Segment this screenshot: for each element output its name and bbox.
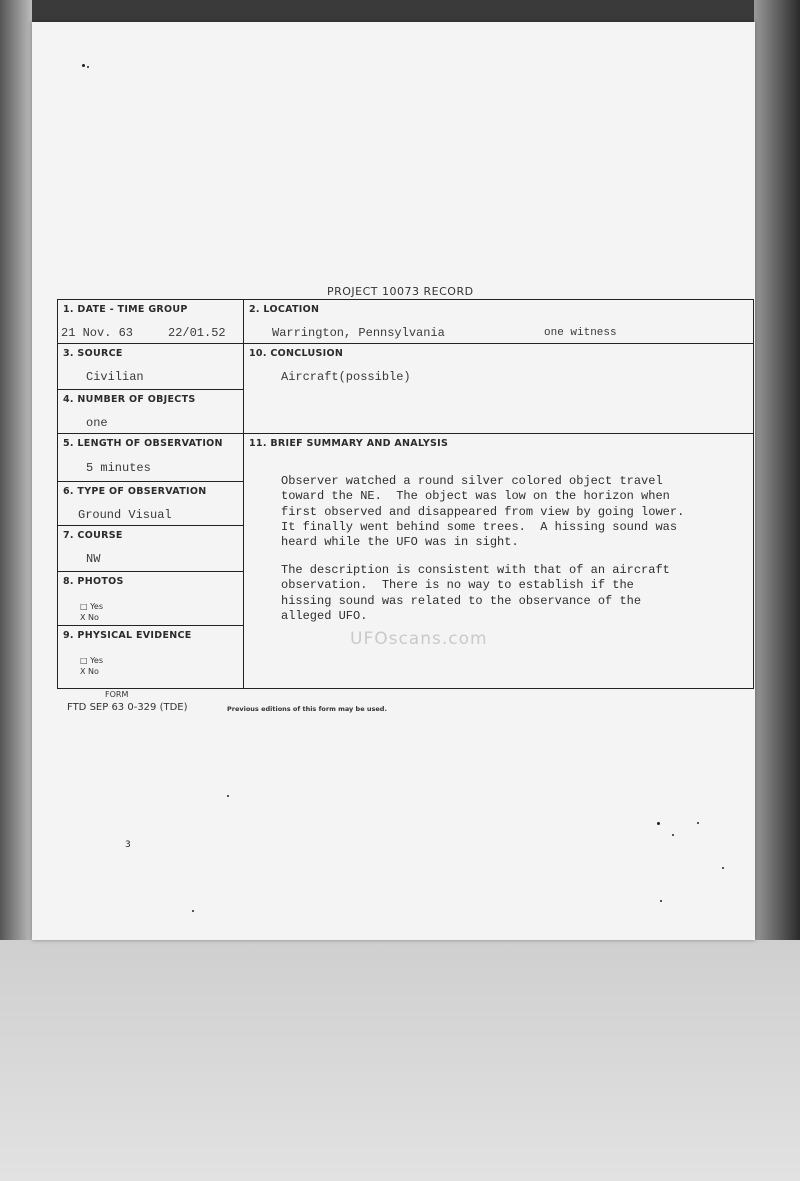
footer-note: Previous editions of this form may be used.: [227, 705, 387, 713]
speck: [657, 822, 660, 825]
date-time-cell: [58, 300, 244, 344]
length-value: 5 minutes: [86, 461, 151, 475]
physical-evidence-label: 9. PHYSICAL EVIDENCE: [63, 630, 192, 641]
number-of-objects-value: one: [86, 416, 108, 430]
page-mark: 3: [125, 840, 131, 850]
evidence-no-label: No: [88, 667, 99, 676]
photos-no-mark: X: [80, 613, 86, 622]
speck: [82, 64, 85, 67]
scan-background: [0, 940, 800, 1181]
type-label: 6. TYPE OF OBSERVATION: [63, 486, 207, 497]
time-value: 22/01.52: [168, 326, 226, 340]
photos-label: 8. PHOTOS: [63, 576, 124, 587]
summary-cell: [244, 434, 753, 688]
speck: [660, 900, 662, 902]
film-right-edge: [754, 0, 800, 960]
type-cell: [58, 482, 244, 526]
location-cell: [244, 300, 753, 344]
evidence-no-mark: X: [80, 667, 86, 676]
speck: [672, 834, 674, 836]
footer-form-word: FORM: [105, 690, 129, 699]
date-value: 21 Nov. 63: [61, 326, 134, 340]
photos-no-checkbox: [80, 613, 99, 622]
number-of-objects-label: 4. NUMBER OF OBJECTS: [63, 394, 196, 405]
speck: [192, 910, 194, 912]
length-label: 5. LENGTH OF OBSERVATION: [63, 438, 223, 449]
location-note: one witness: [544, 327, 617, 339]
summary-paragraph-1: Observer watched a round silver colored object travel toward the NE. The object was low on the horizon when first observed and disappeared from view by going lower. It finally went behind some trees. A hissing sound was heard while the UFO was in sight.: [281, 474, 685, 550]
type-value: Ground Visual: [78, 508, 172, 522]
summary-label: 11. BRIEF SUMMARY AND ANALYSIS: [249, 438, 449, 449]
source-cell: [58, 344, 244, 390]
form-title: PROJECT 10073 RECORD: [327, 285, 474, 298]
speck: [227, 795, 229, 797]
course-label: 7. COURSE: [63, 530, 123, 541]
evidence-no-checkbox: [80, 667, 99, 676]
location-label: 2. LOCATION: [249, 304, 320, 315]
record-sheet: [32, 22, 755, 940]
location-value: Warrington, Pennsylvania: [272, 326, 445, 340]
evidence-yes-label: Yes: [90, 656, 104, 665]
film-top-edge: [0, 0, 800, 22]
watermark: UFOscans.com: [350, 629, 488, 649]
conclusion-cell: [244, 344, 753, 434]
source-value: Civilian: [86, 370, 144, 384]
physical-evidence-cell: [58, 626, 244, 688]
source-label: 3. SOURCE: [63, 348, 123, 359]
length-cell: [58, 434, 244, 482]
speck: [87, 66, 89, 68]
speck: [697, 822, 699, 824]
film-left-edge: [0, 0, 32, 960]
course-value: NW: [86, 552, 101, 566]
photos-cell: [58, 572, 244, 626]
conclusion-label: 10. CONCLUSION: [249, 348, 344, 359]
footer-form-number: FTD SEP 63 0-329 (TDE): [67, 702, 188, 713]
number-of-objects-cell: [58, 390, 244, 434]
summary-paragraph-2: The description is consistent with that of an aircraft observation. There is no way to establish if the hissing sound was related to the observance of the alleged UFO.: [281, 563, 670, 623]
evidence-yes-checkbox: □ Yes: [80, 656, 104, 665]
date-time-label: 1. DATE - TIME GROUP: [63, 304, 188, 315]
photos-yes-checkbox: □ Yes: [80, 602, 104, 611]
photos-yes-label: Yes: [90, 602, 104, 611]
speck: [722, 867, 724, 869]
conclusion-value: Aircraft(possible): [281, 370, 411, 384]
course-cell: [58, 526, 244, 572]
photos-no-label: No: [88, 613, 99, 622]
